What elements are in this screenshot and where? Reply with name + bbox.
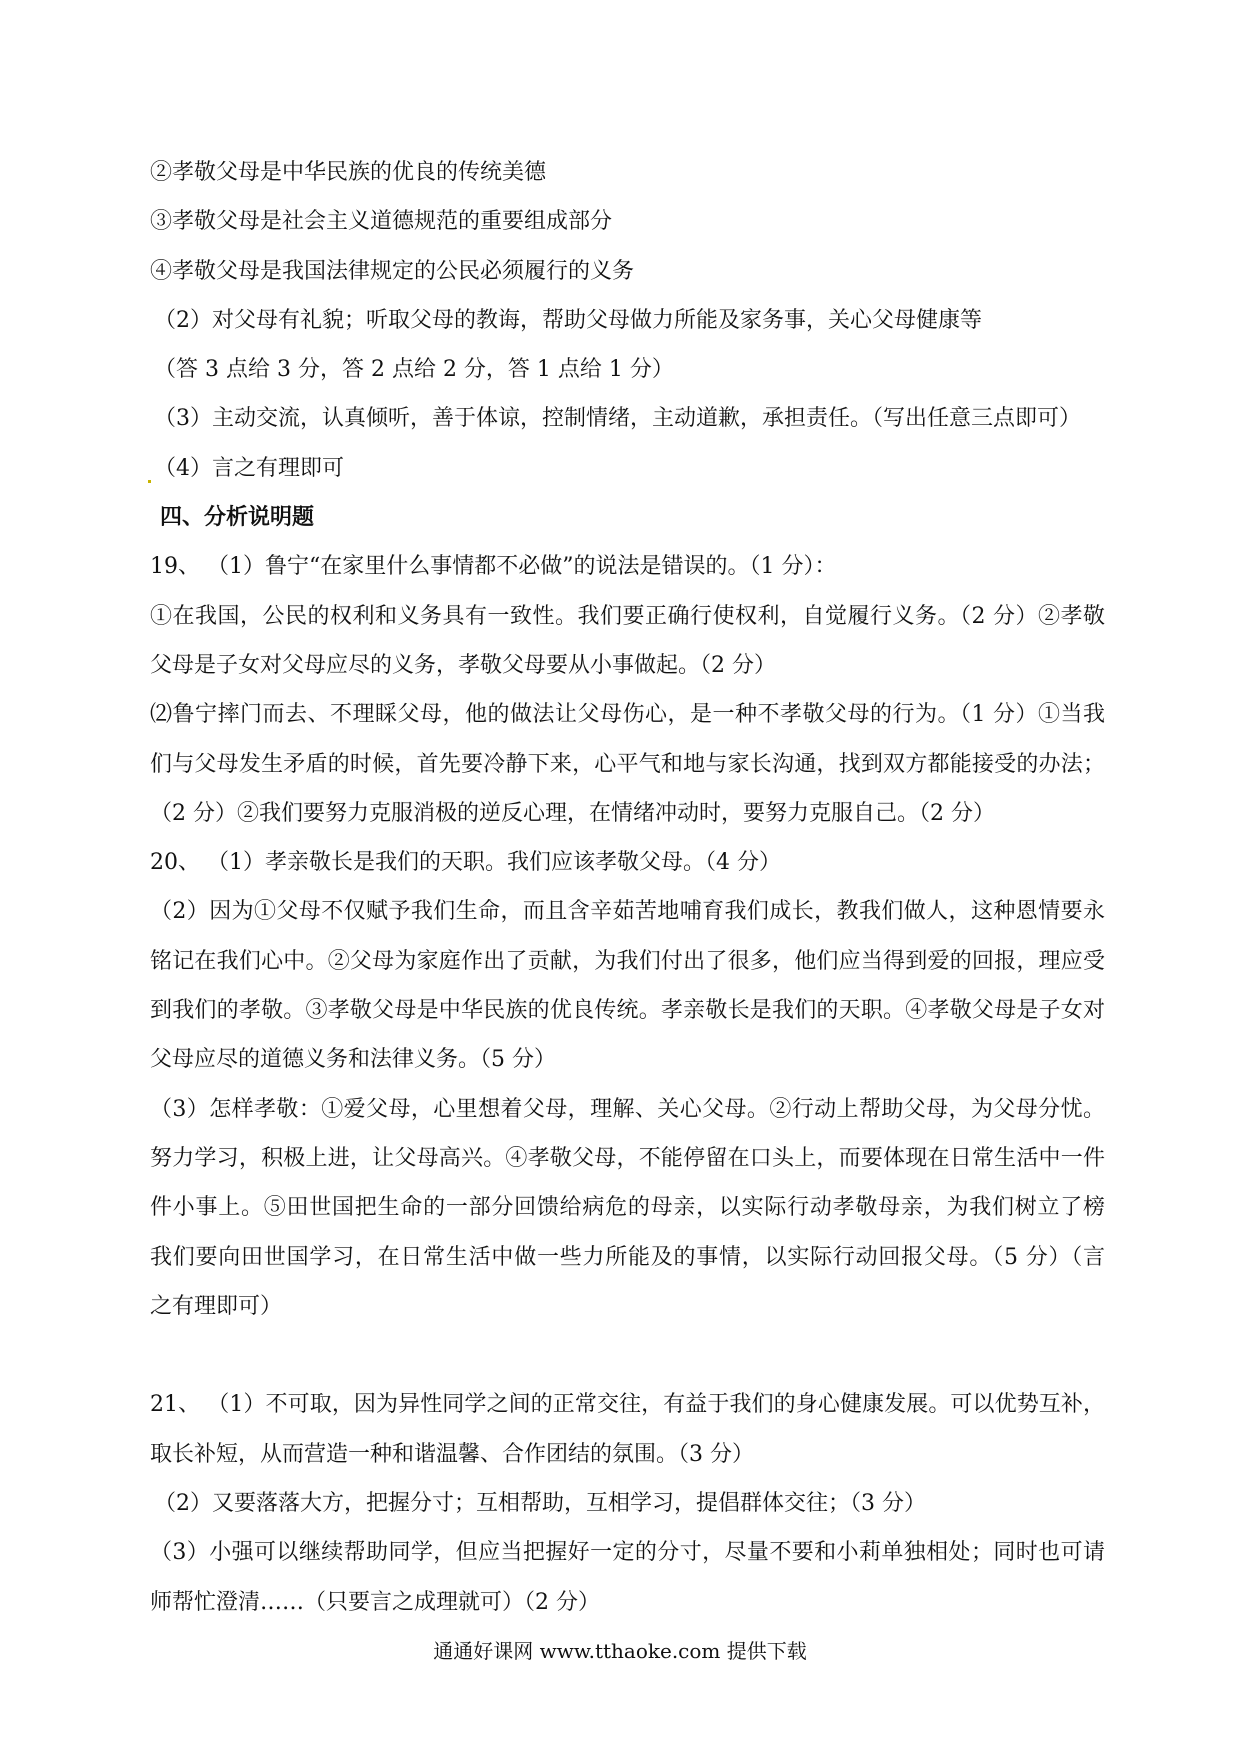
text-line-wrapper xyxy=(150,444,1105,493)
text-line: 铭记在我们心中。②父母为家庭作出了贡献，为我们付出了很多，他们应当得到爱的回报，理应受 xyxy=(150,948,1105,974)
question-19-line: 19、 （1）鲁宁“在家里什么事情都不必做”的说法是错误的。（1 分）： xyxy=(150,554,837,580)
text-line: （3）小强可以继续帮助同学，但应当把握好一定的分寸，尽量不要和小莉单独相处；同时也可请 xyxy=(150,1540,1105,1566)
text-line: 父母应尽的道德义务和法律义务。（5 分） xyxy=(150,1047,556,1073)
stray-dot xyxy=(148,480,151,483)
text-line: ②孝敬父母是中华民族的优良的传统美德 xyxy=(150,160,547,185)
text-line: ④孝敬父母是我国法律规定的公民必须履行的义务 xyxy=(150,258,635,284)
text-line: 师帮忙澄清……（只要言之成理就可）（2 分） xyxy=(150,1589,600,1615)
text-line: （2）又要落落大方，把握分寸；互相帮助，互相学习，提倡群体交往；（3 分） xyxy=(154,1491,926,1517)
text-line: 父母是子女对父母应尽的义务，孝敬父母要从小事做起。（2 分） xyxy=(150,652,776,678)
text-line: （3）主动交流，认真倾听，善于体谅，控制情绪，主动道歉，承担责任。（写出任意三点即可） xyxy=(154,406,1082,432)
blank-line xyxy=(150,1331,1105,1380)
question-20-line: 20、 （1）孝亲敬长是我们的天职。我们应该孝敬父母。（4 分） xyxy=(150,850,781,876)
text-line: （4）言之有理即可 xyxy=(154,455,344,481)
text-line: 们与父母发生矛盾的时候，首先要冷静下来，心平气和地与家长沟通，找到双方都能接受的办法； xyxy=(150,751,1105,777)
text-line: （2 分）②我们要努力克服消极的逆反心理，在情绪冲动时，要努力克服自己。（2 分） xyxy=(150,800,995,826)
text-line: （2）对父母有礼貌；听取父母的教诲，帮助父母做力所能及家务事，关心父母健康等 xyxy=(154,307,982,333)
text-line: 努力学习，积极上进，让父母高兴。④孝敬父母，不能停留在口头上，而要体现在日常生活中一件 xyxy=(150,1145,1105,1171)
question-21-line: 21、 （1）不可取，因为异性同学之间的正常交往，有益于我们的身心健康发展。可以优势互补， xyxy=(150,1392,1105,1418)
text-line: ⑵鲁宁摔门而去、不理睬父母，他的做法让父母伤心，是一种不孝敬父母的行为。（1 分）①当我 xyxy=(150,702,1105,728)
text-line: 取长补短，从而营造一种和谐温馨、合作团结的氛围。（3 分） xyxy=(150,1441,754,1467)
text-line: 我们要向田世国学习，在日常生活中做一些力所能及的事情，以实际行动回报父母。（5 分）（言 xyxy=(150,1244,1105,1270)
text-line: 件小事上。⑤田世国把生命的一部分回馈给病危的母亲，以实际行动孝敬母亲，为我们树立了榜 xyxy=(150,1195,1105,1221)
page-footer: 通通好课网 www.tthaoke.com 提供下载 xyxy=(433,1639,807,1663)
section-heading: 四、分析说明题 xyxy=(160,505,315,531)
text-line: （2）因为①父母不仅赋予我们生命，而且含辛茹苦地哺育我们成长，教我们做人，这种恩情要永 xyxy=(150,899,1105,925)
text-line: （答 3 点给 3 分，答 2 点给 2 分，答 1 点给 1 分） xyxy=(154,357,674,383)
text-line: 之有理即可） xyxy=(150,1293,283,1319)
text-line: （3）怎样孝敬：①爱父母，心里想着父母，理解、关心父母。②行动上帮助父母，为父母分忧。 xyxy=(150,1096,1105,1122)
answer-key-body xyxy=(150,148,1105,1627)
text-line: 到我们的孝敬。③孝敬父母是中华民族的优良传统。孝亲敬长是我们的天职。④孝敬父母是子女对 xyxy=(150,998,1105,1024)
text-line: ③孝敬父母是社会主义道德规范的重要组成部分 xyxy=(150,209,613,235)
text-line: ①在我国，公民的权利和义务具有一致性。我们要正确行使权利，自觉履行义务。（2 分）②孝敬 xyxy=(150,603,1105,629)
